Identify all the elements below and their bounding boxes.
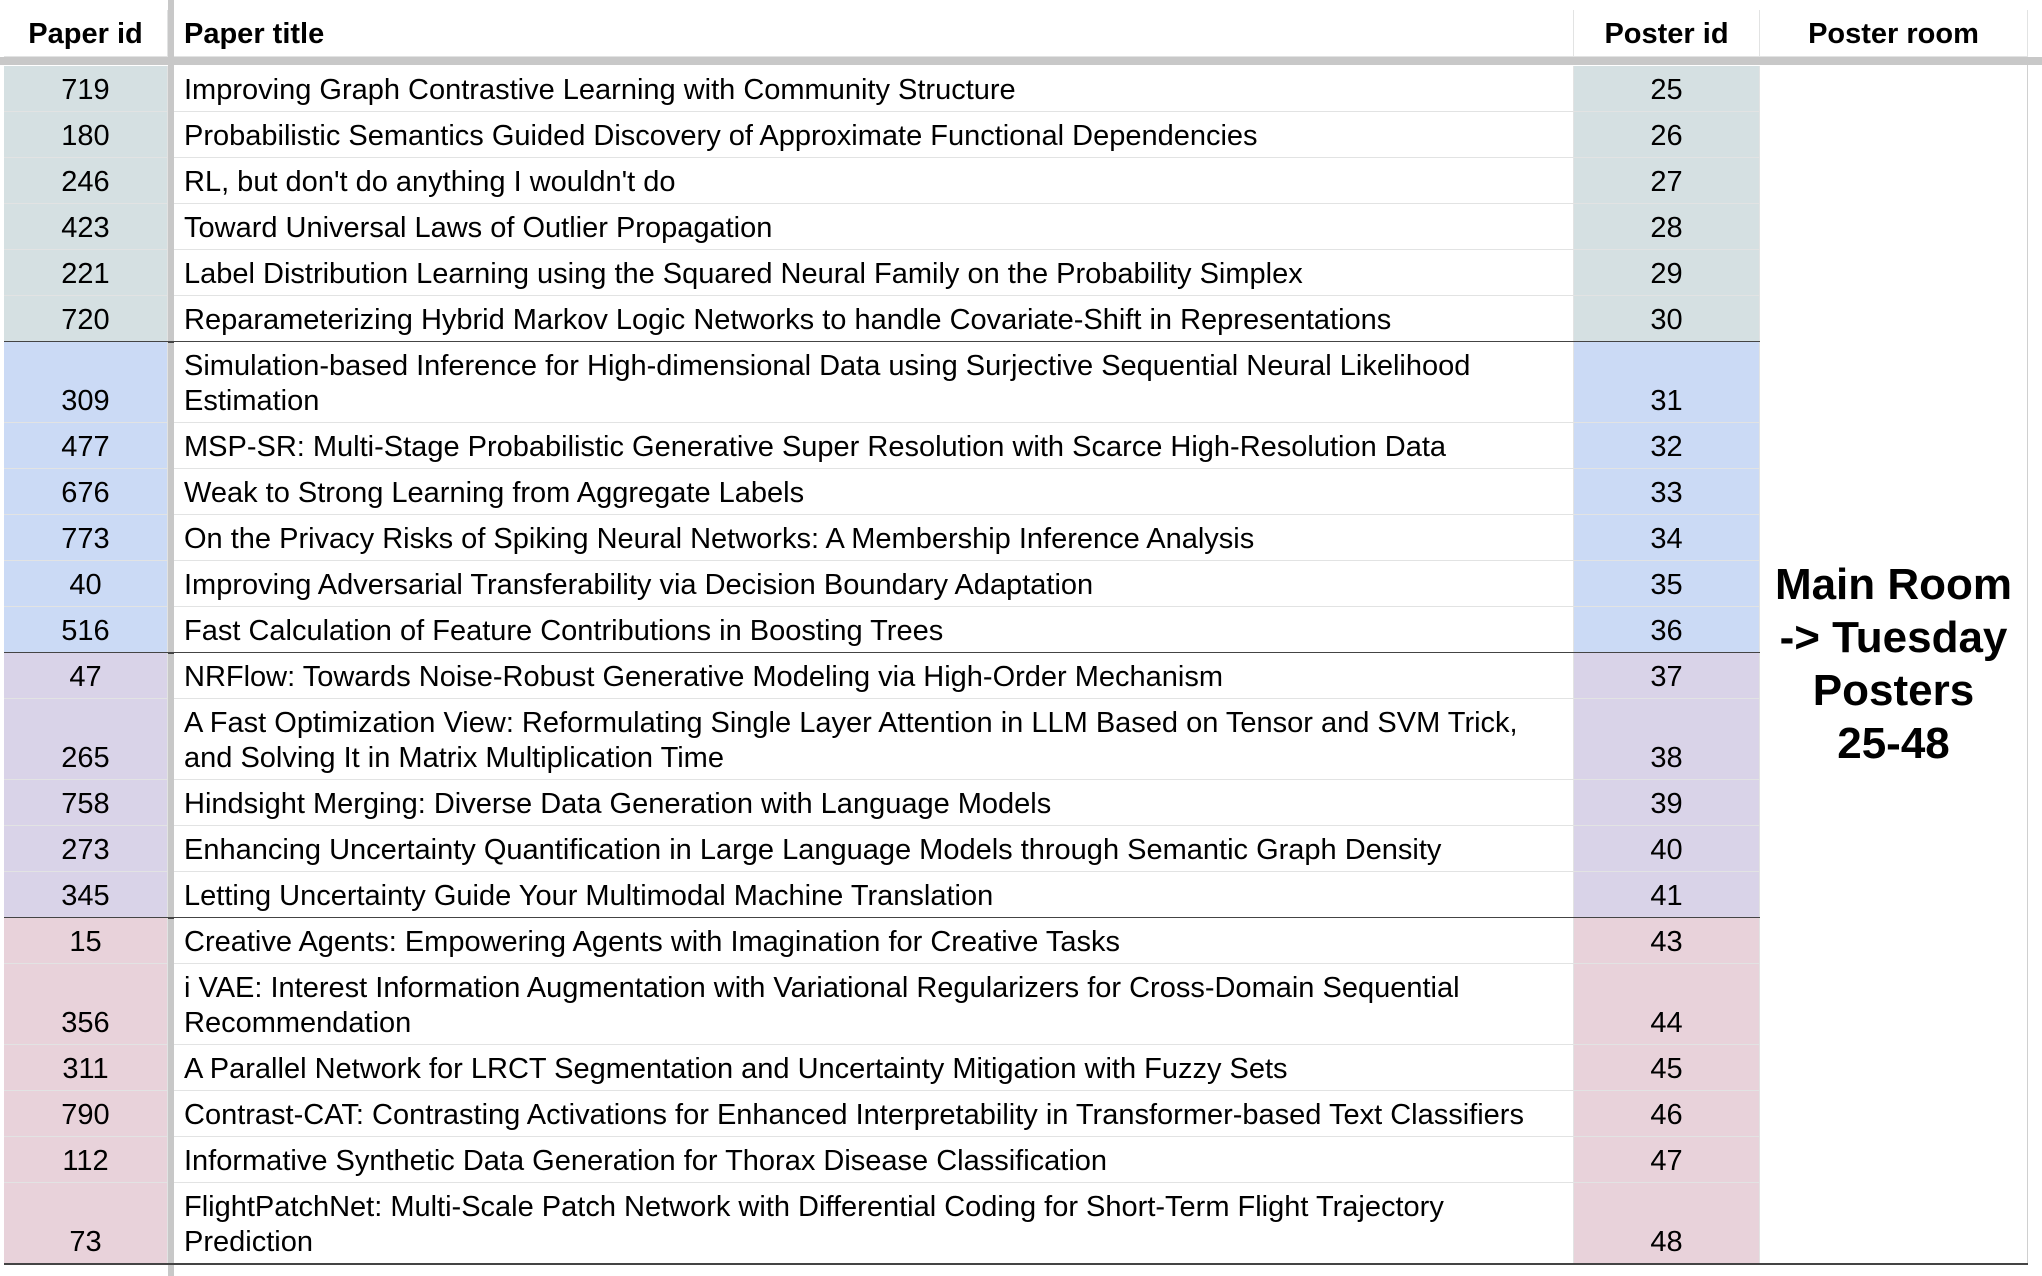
- poster-id-cell[interactable]: 25: [1574, 66, 1760, 112]
- paper-id-cell[interactable]: 221: [4, 250, 168, 296]
- poster-id-cell[interactable]: 43: [1574, 918, 1760, 964]
- paper-id-cell[interactable]: 265: [4, 699, 168, 780]
- paper-title-text: Toward Universal Laws of Outlier Propagation: [184, 212, 773, 244]
- paper-title-cell[interactable]: [174, 515, 1574, 561]
- poster-room-merged-cell[interactable]: [1760, 65, 2028, 1263]
- paper-title-cell[interactable]: [174, 780, 1574, 826]
- paper-title-text: RL, but don't do anything I wouldn't do: [184, 166, 676, 198]
- paper-title-cell[interactable]: [174, 158, 1574, 204]
- paper-title-cell[interactable]: [174, 1137, 1574, 1183]
- paper-title-text: Reparameterizing Hybrid Markov Logic Networks to handle Covariate-Shift in Representations: [184, 304, 1392, 336]
- paper-title-text: Enhancing Uncertainty Quantification in Large Language Models through Semantic Graph Density: [184, 834, 1442, 866]
- paper-title-text: A Parallel Network for LRCT Segmentation and Uncertainty Mitigation with Fuzzy Sets: [184, 1053, 1288, 1085]
- poster-id-cell[interactable]: 35: [1574, 561, 1760, 607]
- poster-id-cell[interactable]: 48: [1574, 1183, 1760, 1264]
- paper-title-text: Weak to Strong Learning from Aggregate Labels: [184, 477, 805, 509]
- paper-id-cell[interactable]: 73: [4, 1183, 168, 1264]
- paper-title-cell[interactable]: [174, 250, 1574, 296]
- paper-id-cell[interactable]: 758: [4, 780, 168, 826]
- poster-id-cell[interactable]: 34: [1574, 515, 1760, 561]
- poster-id-cell[interactable]: 47: [1574, 1137, 1760, 1183]
- room-label-line-4: 25-48: [1837, 719, 1950, 768]
- paper-title-cell[interactable]: [174, 699, 1574, 780]
- paper-title-cell[interactable]: [174, 561, 1574, 607]
- poster-id-cell[interactable]: 38: [1574, 699, 1760, 780]
- paper-title-cell[interactable]: [174, 1045, 1574, 1091]
- poster-id-cell[interactable]: 26: [1574, 112, 1760, 158]
- paper-title-text: Letting Uncertainty Guide Your Multimodal Machine Translation: [184, 880, 994, 912]
- table-bottom-line: [4, 1263, 2028, 1265]
- paper-title-text: Probabilistic Semantics Guided Discovery of Approximate Functional Dependencies: [184, 120, 1258, 152]
- paper-id-cell[interactable]: 180: [4, 112, 168, 158]
- paper-title-cell[interactable]: [174, 964, 1574, 1045]
- poster-id-cell[interactable]: 33: [1574, 469, 1760, 515]
- paper-title-cell[interactable]: [174, 342, 1574, 423]
- paper-id-cell[interactable]: 720: [4, 296, 168, 342]
- poster-id-cell[interactable]: 37: [1574, 653, 1760, 699]
- frozen-row-divider[interactable]: [0, 57, 2042, 65]
- paper-id-cell[interactable]: 345: [4, 872, 168, 918]
- paper-title-text: Label Distribution Learning using the Squared Neural Family on the Probability Simplex: [184, 258, 1303, 290]
- paper-id-cell[interactable]: 719: [4, 66, 168, 112]
- paper-title-cell[interactable]: [174, 112, 1574, 158]
- poster-id-cell[interactable]: 46: [1574, 1091, 1760, 1137]
- paper-title-cell[interactable]: [174, 296, 1574, 342]
- paper-id-cell[interactable]: 273: [4, 826, 168, 872]
- paper-title-text: Informative Synthetic Data Generation for Thorax Disease Classification: [184, 1145, 1108, 1177]
- paper-id-cell[interactable]: 246: [4, 158, 168, 204]
- header-paper-title[interactable]: Paper title: [174, 10, 1574, 57]
- paper-id-cell[interactable]: 47: [4, 653, 168, 699]
- poster-id-cell[interactable]: 45: [1574, 1045, 1760, 1091]
- paper-title-text: A Fast Optimization View: Reformulating Single Layer Attention in LLM Based on Tensor and SVM Trick, and Solving It in Matrix Multiplication Time: [184, 707, 1518, 774]
- paper-title-cell[interactable]: [174, 826, 1574, 872]
- poster-id-cell[interactable]: 36: [1574, 607, 1760, 653]
- header-poster-id[interactable]: Poster id: [1574, 10, 1760, 57]
- header-paper-id[interactable]: Paper id: [4, 10, 168, 57]
- paper-title-cell[interactable]: [174, 607, 1574, 653]
- poster-id-cell[interactable]: 44: [1574, 964, 1760, 1045]
- paper-id-cell[interactable]: 477: [4, 423, 168, 469]
- room-label-line-1: Main Room: [1774, 560, 2013, 609]
- poster-id-cell[interactable]: 39: [1574, 780, 1760, 826]
- paper-title-cell[interactable]: [174, 204, 1574, 250]
- header-poster-room[interactable]: Poster room: [1760, 10, 2028, 57]
- paper-id-cell[interactable]: 112: [4, 1137, 168, 1183]
- paper-title-cell[interactable]: [174, 1091, 1574, 1137]
- paper-title-text: FlightPatchNet: Multi-Scale Patch Network with Differential Coding for Short-Term Flight Trajectory Prediction: [184, 1191, 1444, 1258]
- paper-id-cell[interactable]: 40: [4, 561, 168, 607]
- paper-title-text: Contrast-CAT: Contrasting Activations for Enhanced Interpretability in Transformer-based Text Classifiers: [184, 1099, 1524, 1131]
- paper-id-cell[interactable]: 676: [4, 469, 168, 515]
- paper-title-cell[interactable]: [174, 66, 1574, 112]
- poster-id-cell[interactable]: 27: [1574, 158, 1760, 204]
- paper-title-cell[interactable]: [174, 1183, 1574, 1264]
- paper-title-text: Improving Graph Contrastive Learning with Community Structure: [184, 74, 1016, 106]
- paper-title-text: Improving Adversarial Transferability via Decision Boundary Adaptation: [184, 569, 1094, 601]
- paper-title-text: Simulation-based Inference for High-dimensional Data using Surjective Sequential Neural Likelihood Estimation: [184, 350, 1471, 417]
- paper-title-cell[interactable]: [174, 469, 1574, 515]
- paper-title-text: Creative Agents: Empowering Agents with Imagination for Creative Tasks: [184, 926, 1120, 958]
- paper-id-cell[interactable]: 356: [4, 964, 168, 1045]
- paper-title-text: On the Privacy Risks of Spiking Neural Networks: A Membership Inference Analysis: [184, 523, 1255, 555]
- paper-id-cell[interactable]: 790: [4, 1091, 168, 1137]
- paper-id-cell[interactable]: 309: [4, 342, 168, 423]
- paper-title-cell[interactable]: [174, 872, 1574, 918]
- poster-id-cell[interactable]: 28: [1574, 204, 1760, 250]
- paper-title-text: Hindsight Merging: Diverse Data Generation with Language Models: [184, 788, 1052, 820]
- paper-title-text: i VAE: Interest Information Augmentation with Variational Regularizers for Cross-Domain Sequential Recommendation: [184, 972, 1460, 1039]
- paper-id-cell[interactable]: 423: [4, 204, 168, 250]
- paper-title-cell[interactable]: [174, 918, 1574, 964]
- room-label-line-3: Posters: [1812, 666, 1975, 715]
- paper-title-text: MSP-SR: Multi-Stage Probabilistic Generative Super Resolution with Scarce High-Resolution Data: [184, 431, 1447, 463]
- paper-id-cell[interactable]: 311: [4, 1045, 168, 1091]
- paper-title-text: Fast Calculation of Feature Contributions in Boosting Trees: [184, 615, 944, 647]
- paper-id-cell[interactable]: 516: [4, 607, 168, 653]
- paper-id-cell[interactable]: 773: [4, 515, 168, 561]
- paper-title-cell[interactable]: [174, 423, 1574, 469]
- poster-id-cell[interactable]: 40: [1574, 826, 1760, 872]
- paper-title-cell[interactable]: [174, 653, 1574, 699]
- poster-id-cell[interactable]: 41: [1574, 872, 1760, 918]
- poster-id-cell[interactable]: 31: [1574, 342, 1760, 423]
- paper-title-text: NRFlow: Towards Noise-Robust Generative Modeling via High-Order Mechanism: [184, 661, 1224, 693]
- paper-id-cell[interactable]: 15: [4, 918, 168, 964]
- poster-id-cell[interactable]: 32: [1574, 423, 1760, 469]
- poster-id-cell[interactable]: 30: [1574, 296, 1760, 342]
- poster-id-cell[interactable]: 29: [1574, 250, 1760, 296]
- room-label-line-2: -> Tuesday: [1779, 613, 2008, 662]
